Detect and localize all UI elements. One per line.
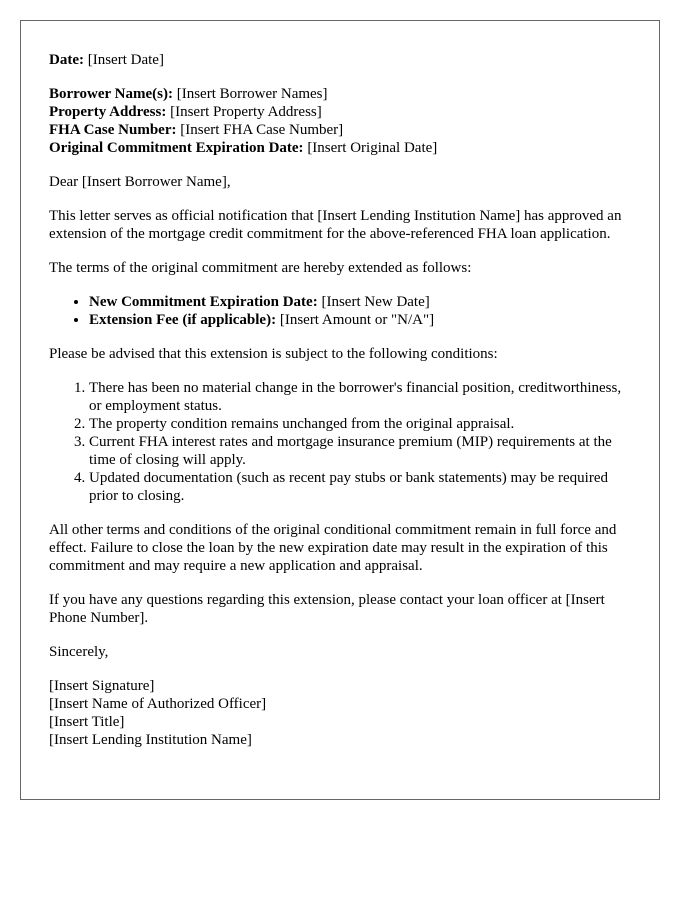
case-number-line [49, 121, 631, 139]
new-expiration-value: [Insert New Date] [321, 294, 430, 310]
original-expiration-line [49, 139, 631, 157]
extension-fee-value: [Insert Amount or "N/A"] [279, 312, 435, 328]
case-number-label: FHA Case Number: [49, 122, 177, 138]
date-label: Date: [49, 52, 84, 68]
date-line [49, 51, 631, 69]
terms-intro: The terms of the original commitment are hereby extended as follows: [49, 260, 472, 276]
loan-details-block [49, 85, 631, 157]
original-expiration-label: Original Commitment Expiration Date: [49, 140, 304, 156]
officer-title-line: [Insert Title] [49, 714, 125, 730]
list-item: 2. The property condition remains unchanged from the original appraisal. [89, 415, 631, 433]
date-value: [Insert Date] [87, 52, 164, 68]
original-expiration-value: [Insert Original Date] [307, 140, 438, 156]
letter-document [20, 20, 660, 800]
signature-line: [Insert Signature] [49, 678, 155, 694]
list-item [89, 293, 631, 311]
salutation: Dear [Insert Borrower Name], [49, 174, 231, 190]
institution-line: [Insert Lending Institution Name] [49, 732, 252, 748]
terms-list [49, 293, 631, 329]
borrower-value: [Insert Borrower Names] [176, 86, 328, 102]
borrower-label: Borrower Name(s): [49, 86, 173, 102]
property-line [49, 103, 631, 121]
borrower-line [49, 85, 631, 103]
list-item: 1. There has been no material change in the borrower's financial position, creditworthiness, or employment status. [89, 379, 631, 415]
conditions-list [49, 379, 631, 505]
signature-block [49, 677, 631, 749]
contact-paragraph: If you have any questions regarding this extension, please contact your loan officer at [Insert Phone Number]. [49, 592, 605, 626]
list-item [89, 311, 631, 329]
conditions-intro: Please be advised that this extension is subject to the following conditions: [49, 346, 498, 362]
list-item: 4. Updated documentation (such as recent pay stubs or bank statements) may be required prior to closing. [89, 469, 631, 505]
officer-name-line: [Insert Name of Authorized Officer] [49, 696, 267, 712]
closing-paragraph: All other terms and conditions of the original conditional commitment remain in full force and effect. Failure to close the loan by the new expiration date may result in the expiration of this commitment and may require a new application and appraisal. [49, 522, 617, 574]
signoff: Sincerely, [49, 644, 109, 660]
property-value: [Insert Property Address] [170, 104, 322, 120]
list-item: 3. Current FHA interest rates and mortgage insurance premium (MIP) requirements at the time of closing will apply. [89, 433, 631, 469]
case-number-value: [Insert FHA Case Number] [180, 122, 344, 138]
intro-paragraph: This letter serves as official notification that [Insert Lending Institution Name] has approved an extension of the mortgage credit commitment for the above-referenced FHA loan application. [49, 208, 622, 242]
property-label: Property Address: [49, 104, 167, 120]
extension-fee-label: Extension Fee (if applicable): [89, 312, 277, 328]
new-expiration-label: New Commitment Expiration Date: [89, 294, 318, 310]
